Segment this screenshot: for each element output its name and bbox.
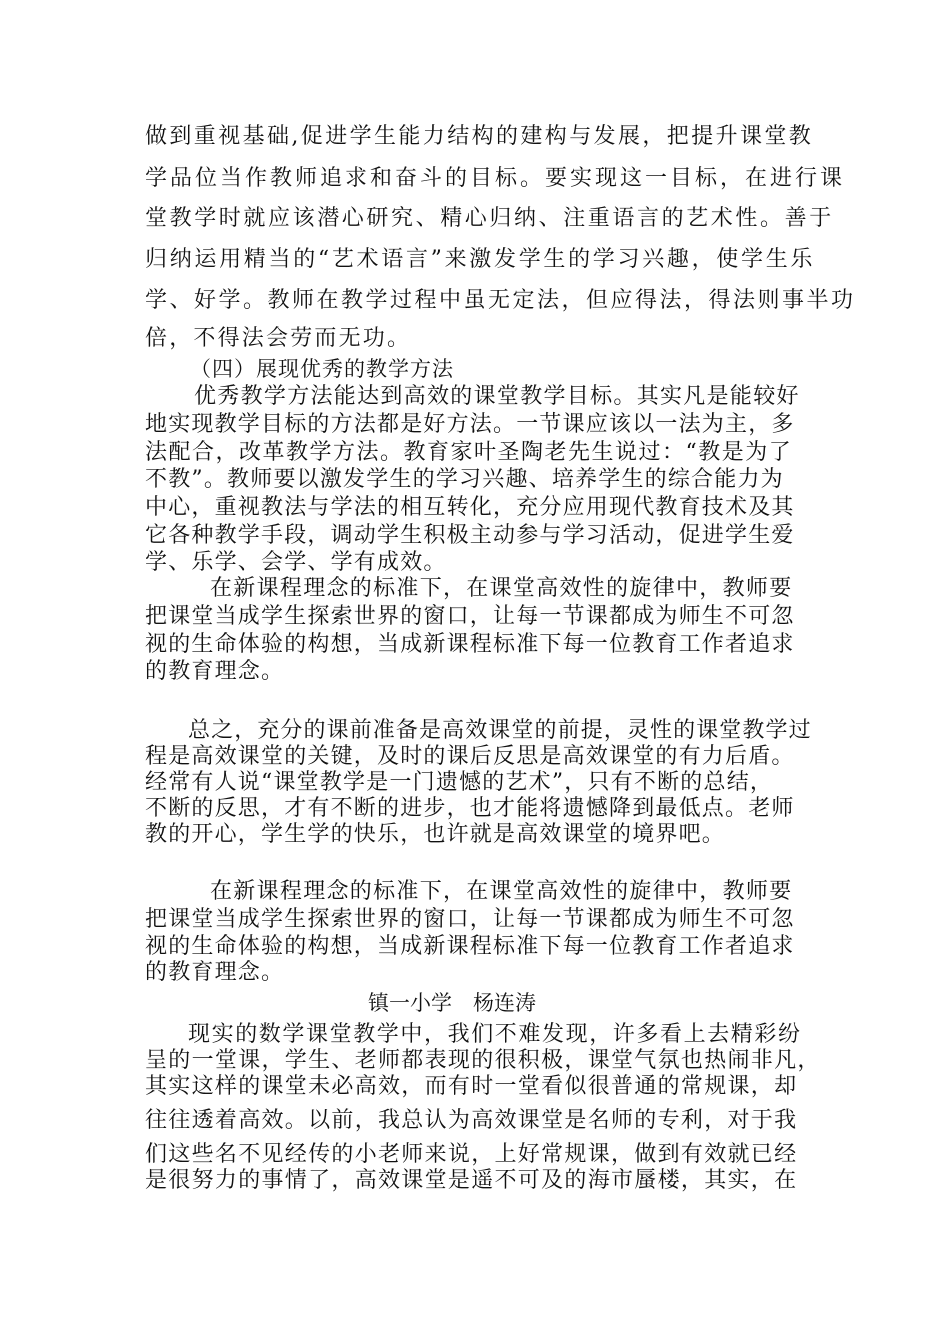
heading-text: （四）展现优秀的教学方法 [190, 357, 454, 381]
text-line: 倍，不得法会劳而无功。 [145, 326, 412, 351]
text-line: 其实这样的课堂未必高效，而有时一堂看似很普通的常规课，却 [145, 1074, 798, 1099]
text-line: 是很努力的事情了，高效课堂是遥不可及的海市蜃楼，其实，在 [145, 1168, 798, 1193]
text-line: 地实现教学目标的方法都是好方法。一节课应该以一法为主，多 [145, 412, 795, 437]
text-line: 归纳运用精当的“艺术语言”来激发学生的学习兴趣，使学生乐 [145, 247, 816, 272]
text-line: 不断的反思，才有不断的进步，也才能将遗憾降到最低点。老师 [145, 796, 795, 821]
text-line: 学品位当作教师追求和奋斗的目标。要实现这一目标，在进行课 [145, 166, 846, 191]
text-line: 做到重视基础,促进学生能力结构的建构与发展，把提升课堂教 [145, 124, 814, 149]
text-line: 在新课程理念的标准下，在课堂高效性的旋律中，教师要 [210, 576, 793, 601]
text-line: 学、乐学、会学、学有成效。 [145, 550, 447, 575]
text-line: 视的生命体验的构想，当成新课程标准下每一位教育工作者追求 [145, 934, 795, 959]
text-line: 现实的数学课堂教学中，我们不难发现，许多看上去精彩纷 [188, 1022, 802, 1047]
text-line: 堂教学时就应该潜心研究、精心归纳、注重语言的艺术性。善于 [145, 206, 834, 231]
text-line: 视的生命体验的构想，当成新课程标准下每一位教育工作者追求 [145, 632, 795, 657]
text-line: 在新课程理念的标准下，在课堂高效性的旋律中，教师要 [210, 879, 793, 904]
text-line: 的教育理念。 [145, 960, 285, 985]
text-line: 学、好学。教师在教学过程中虽无定法，但应得法，得法则事半功 [145, 288, 856, 313]
text-line: 程是高效课堂的关键，及时的课后反思是高效课堂的有力后盾。 [145, 744, 795, 769]
text-line: 们这些名不见经传的小老师来说，上好常规课，做到有效就已经 [145, 1142, 798, 1167]
text-line: 把课堂当成学生探索世界的窗口，让每一节课都成为师生不可忽 [145, 907, 795, 932]
text-line: 法配合，改革教学方法。教育家叶圣陶老先生说过：“教是为了 [145, 440, 793, 465]
text-line: 的教育理念。 [145, 659, 285, 684]
text-line: 不教”。教师要以激发学生的学习兴趣、培养学生的综合能力为 [145, 467, 784, 492]
text-line: 优秀教学方法能达到高效的课堂教学目标。其实凡是能较好 [194, 384, 800, 409]
text-line: 把课堂当成学生探索世界的窗口，让每一节课都成为师生不可忽 [145, 604, 795, 629]
text-line: 总之，充分的课前准备是高效课堂的前提，灵性的课堂教学过 [188, 718, 812, 743]
text-line: 中心，重视教法与学法的相互转化，充分应用现代教育技术及其 [145, 495, 795, 520]
text-line: 经常有人说“课堂教学是一门遗憾的艺术”，只有不断的总结， [145, 770, 774, 795]
text-line: 呈的一堂课，学生、老师都表现的很积极，课堂气氛也热闹非凡， [145, 1048, 821, 1073]
text-line: 往往透着高效。以前，我总认为高效课堂是名师的专利，对于我 [145, 1108, 798, 1133]
text-line: 它各种教学手段，调动学生积极主动参与学习活动，促进学生爱 [145, 523, 795, 548]
author-text: 镇一小学 杨连涛 [368, 991, 536, 1015]
text-line: 教的开心，学生学的快乐，也许就是高效课堂的境界吧。 [145, 822, 726, 847]
